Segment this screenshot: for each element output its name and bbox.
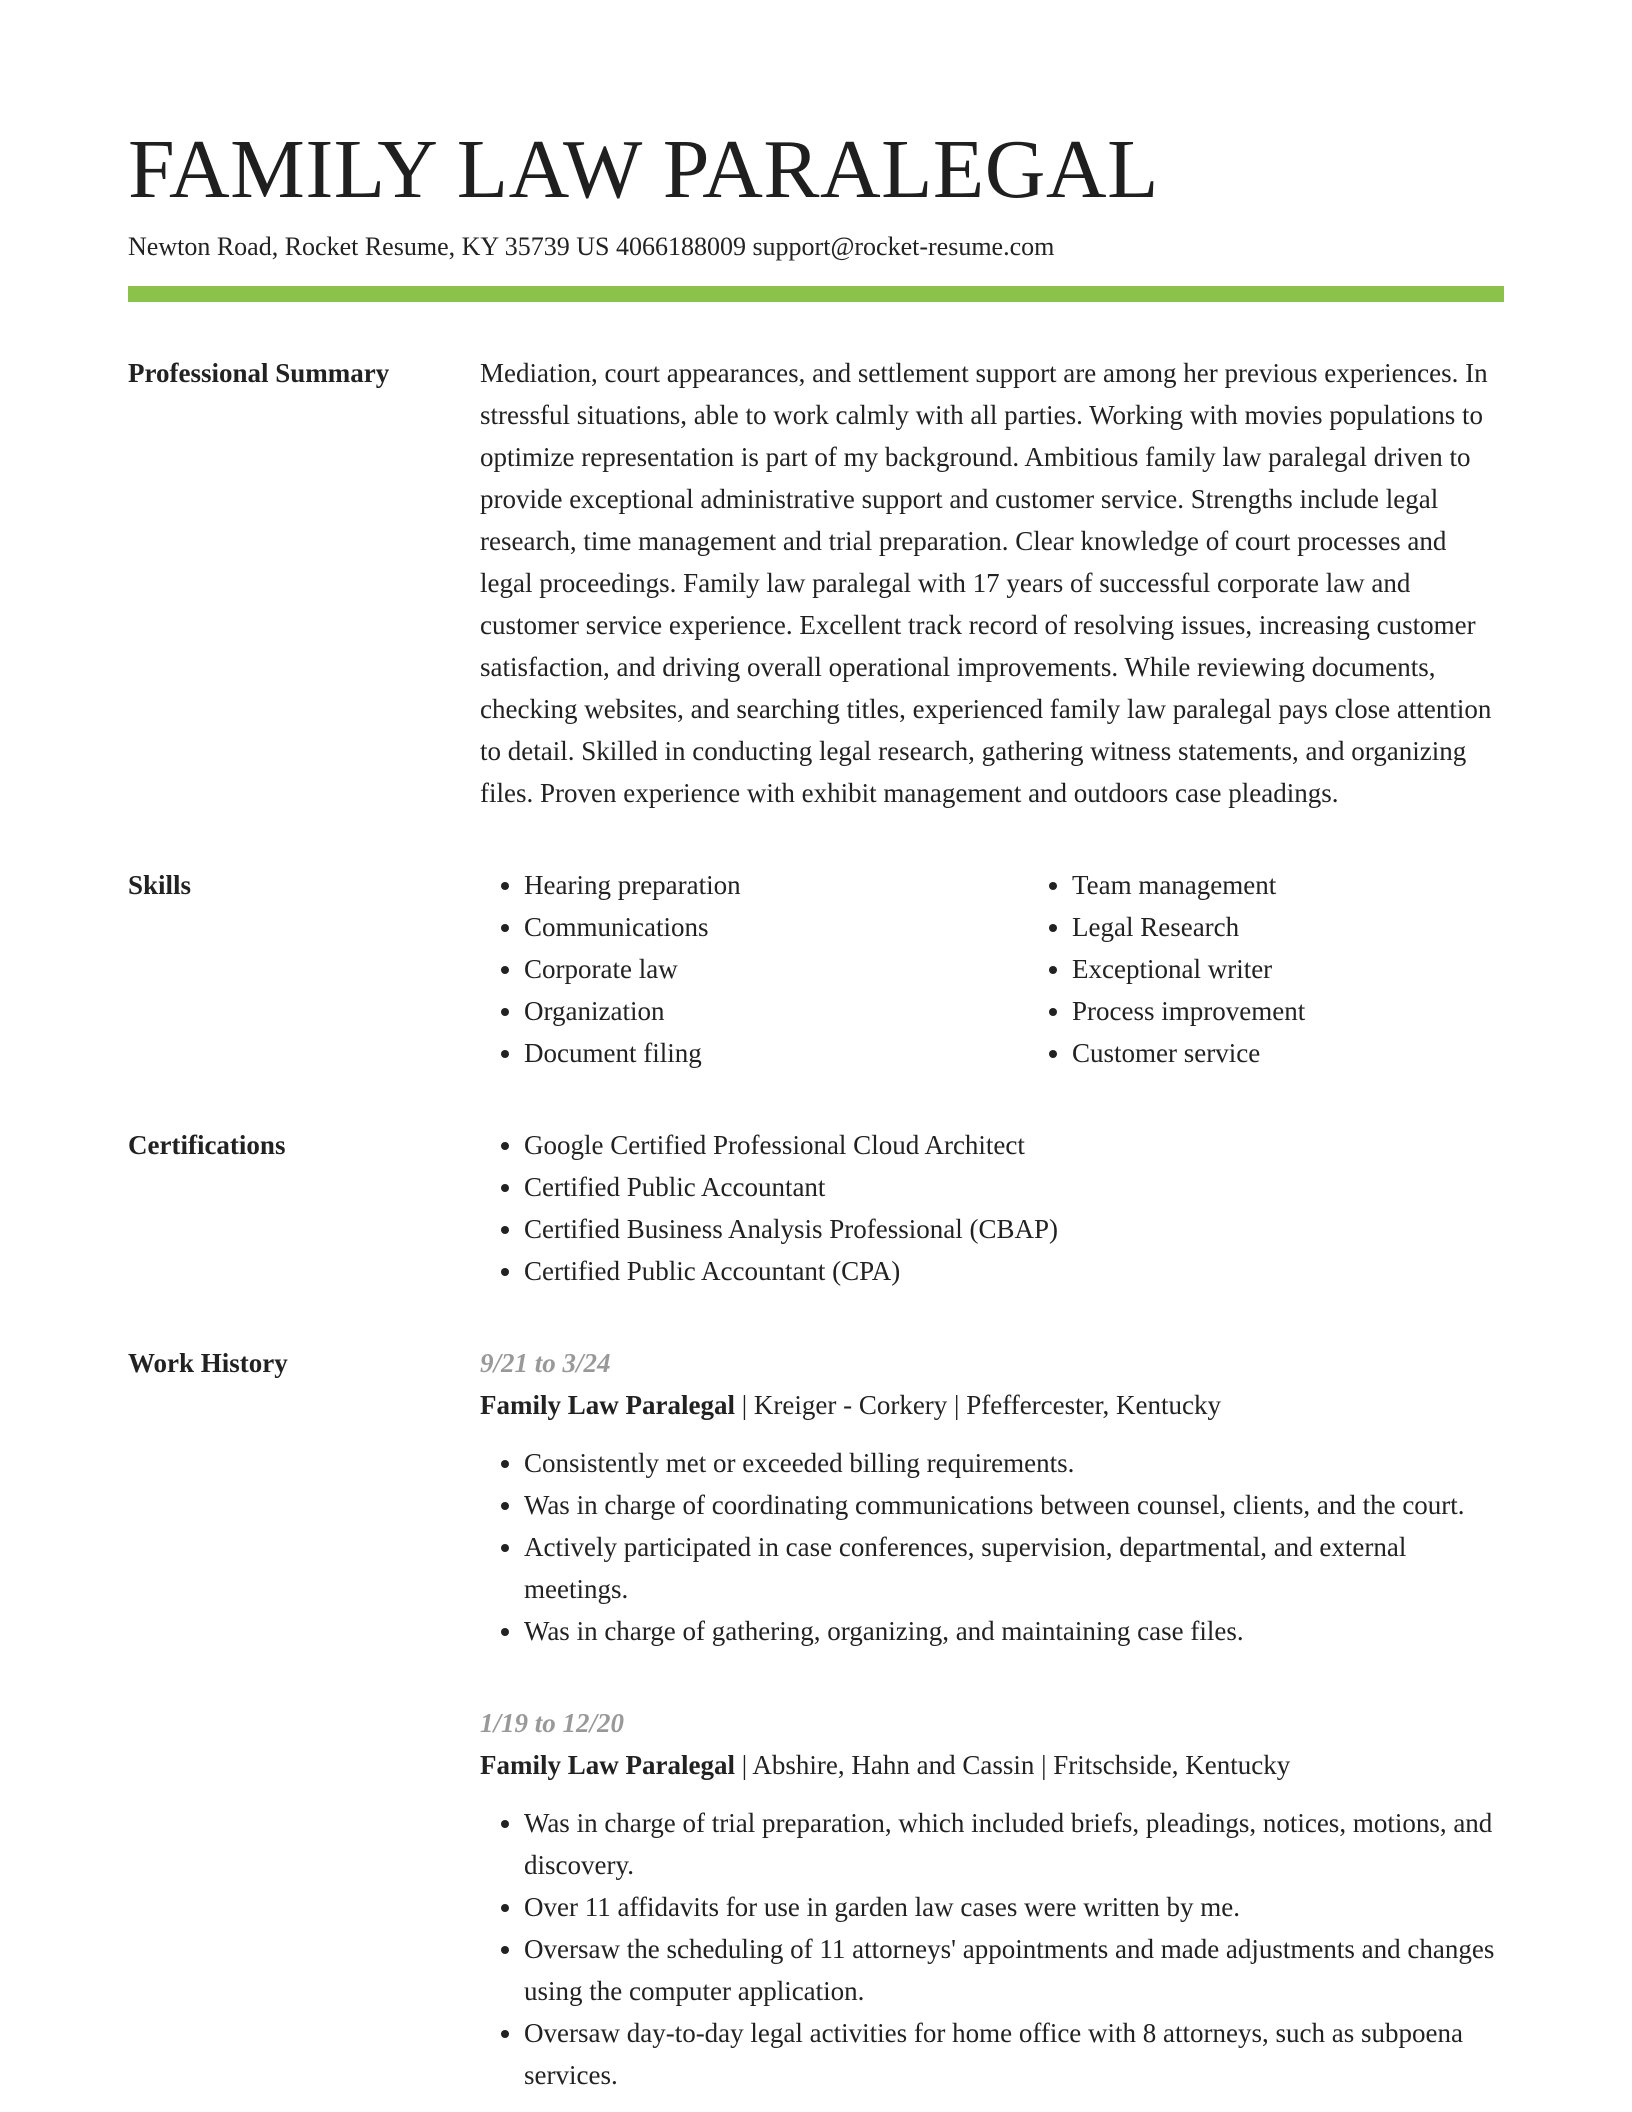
job-location: Fritschside, Kentucky [1053, 1750, 1291, 1780]
certification-item: • Google Certified Professional Cloud Architect [524, 1124, 1504, 1166]
certification-item: • Certified Public Accountant (CPA) [524, 1250, 1504, 1292]
job-title: Family Law Paralegal [480, 1390, 735, 1420]
skill-item: • Communications [524, 906, 1028, 948]
skill-item: • Process improvement [1072, 990, 1576, 1032]
skill-item: • Corporate law [524, 948, 1028, 990]
skill-item: • Document filing [524, 1032, 1028, 1074]
section-label-summary: Professional Summary [128, 358, 390, 388]
job-bullet: • Was in charge of trial preparation, which included briefs, pleadings, notices, motions, and discovery. [524, 1802, 1504, 1886]
job-company: Abshire, Hahn and Cassin [752, 1750, 1035, 1780]
resume-title: FAMILY LAW PARALEGAL [128, 123, 1159, 216]
skill-item: • Legal Research [1072, 906, 1576, 948]
work-history-section [128, 1342, 1504, 2096]
skills-list-left [480, 864, 1028, 1074]
job-heading [480, 1744, 1504, 1786]
job-title: Family Law Paralegal [480, 1750, 735, 1780]
job-dates: 9/21 to 3/24 [480, 1348, 611, 1378]
section-label-certifications: Certifications [128, 1130, 286, 1160]
job-bullet: • Was in charge of coordinating communications between counsel, clients, and the court. [524, 1484, 1504, 1526]
job-bullets [480, 1442, 1504, 1652]
job-company: Kreiger - Corkery [753, 1390, 948, 1420]
certifications-section [128, 1124, 1504, 1292]
job-bullet: • Oversaw the scheduling of 11 attorneys' appointments and made adjustments and changes using the computer application. [524, 1928, 1504, 2012]
section-label-work-history: Work History [128, 1348, 288, 1378]
skills-section [128, 864, 1504, 1074]
job-bullet: • Was in charge of gathering, organizing, and maintaining case files. [524, 1610, 1504, 1652]
job-bullet: • Consistently met or exceeded billing requirements. [524, 1442, 1504, 1484]
job-dates: 1/19 to 12/20 [480, 1708, 625, 1738]
certifications-list [480, 1124, 1504, 1292]
job-bullet: • Oversaw day-to-day legal activities for home office with 8 attorneys, such as subpoena services. [524, 2012, 1504, 2096]
certification-item: • Certified Public Accountant [524, 1166, 1504, 1208]
accent-divider [128, 286, 1504, 302]
contact-line [128, 230, 1504, 264]
job-location: Pfeffercester, Kentucky [966, 1390, 1222, 1420]
resume-page [128, 120, 1504, 2096]
skill-item: • Team management [1072, 864, 1576, 906]
contact-phone: 4066188009 [615, 232, 746, 261]
job-bullet: • Actively participated in case conferences, supervision, departmental, and external meetings. [524, 1526, 1504, 1610]
summary-text: Mediation, court appearances, and settlement support are among her previous experiences. In stressful situations, able to work calmly with all parties. Working with movies populations to optimize representation is part of my background. Ambitious family law paralegal driven to provide exceptional administrative support and customer service. Strengths include legal research, time management and trial preparation. Clear knowledge of court processes and legal proceedings. Family law paralegal with 17 years of successful corporate law and customer service experience. Excellent track record of resolving issues, increasing customer satisfaction, and driving overall operational improvements. While reviewing documents, checking websites, and searching titles, experienced family law paralegal pays close attention to detail. Skilled in conducting legal research, gathering witness statements, and organizing files. Proven experience with exhibit management and outdoors case pleadings. [480, 358, 1492, 808]
section-label-skills: Skills [128, 870, 192, 900]
job-bullet: • Over 11 affidavits for use in garden law cases were written by me. [524, 1886, 1504, 1928]
skill-item: • Customer service [1072, 1032, 1576, 1074]
contact-address: Newton Road, Rocket Resume, KY 35739 US [128, 232, 610, 261]
skills-list-right [1028, 864, 1576, 1074]
job-heading [480, 1384, 1504, 1426]
job-bullets [480, 1802, 1504, 2096]
summary-section [128, 352, 1504, 814]
job-entry [480, 1702, 1504, 2096]
certification-item: • Certified Business Analysis Professional (CBAP) [524, 1208, 1504, 1250]
skill-item: • Hearing preparation [524, 864, 1028, 906]
skill-item: • Organization [524, 990, 1028, 1032]
skill-item: • Exceptional writer [1072, 948, 1576, 990]
job-entry [480, 1342, 1504, 1652]
contact-email: support@rocket-resume.com [752, 232, 1055, 261]
